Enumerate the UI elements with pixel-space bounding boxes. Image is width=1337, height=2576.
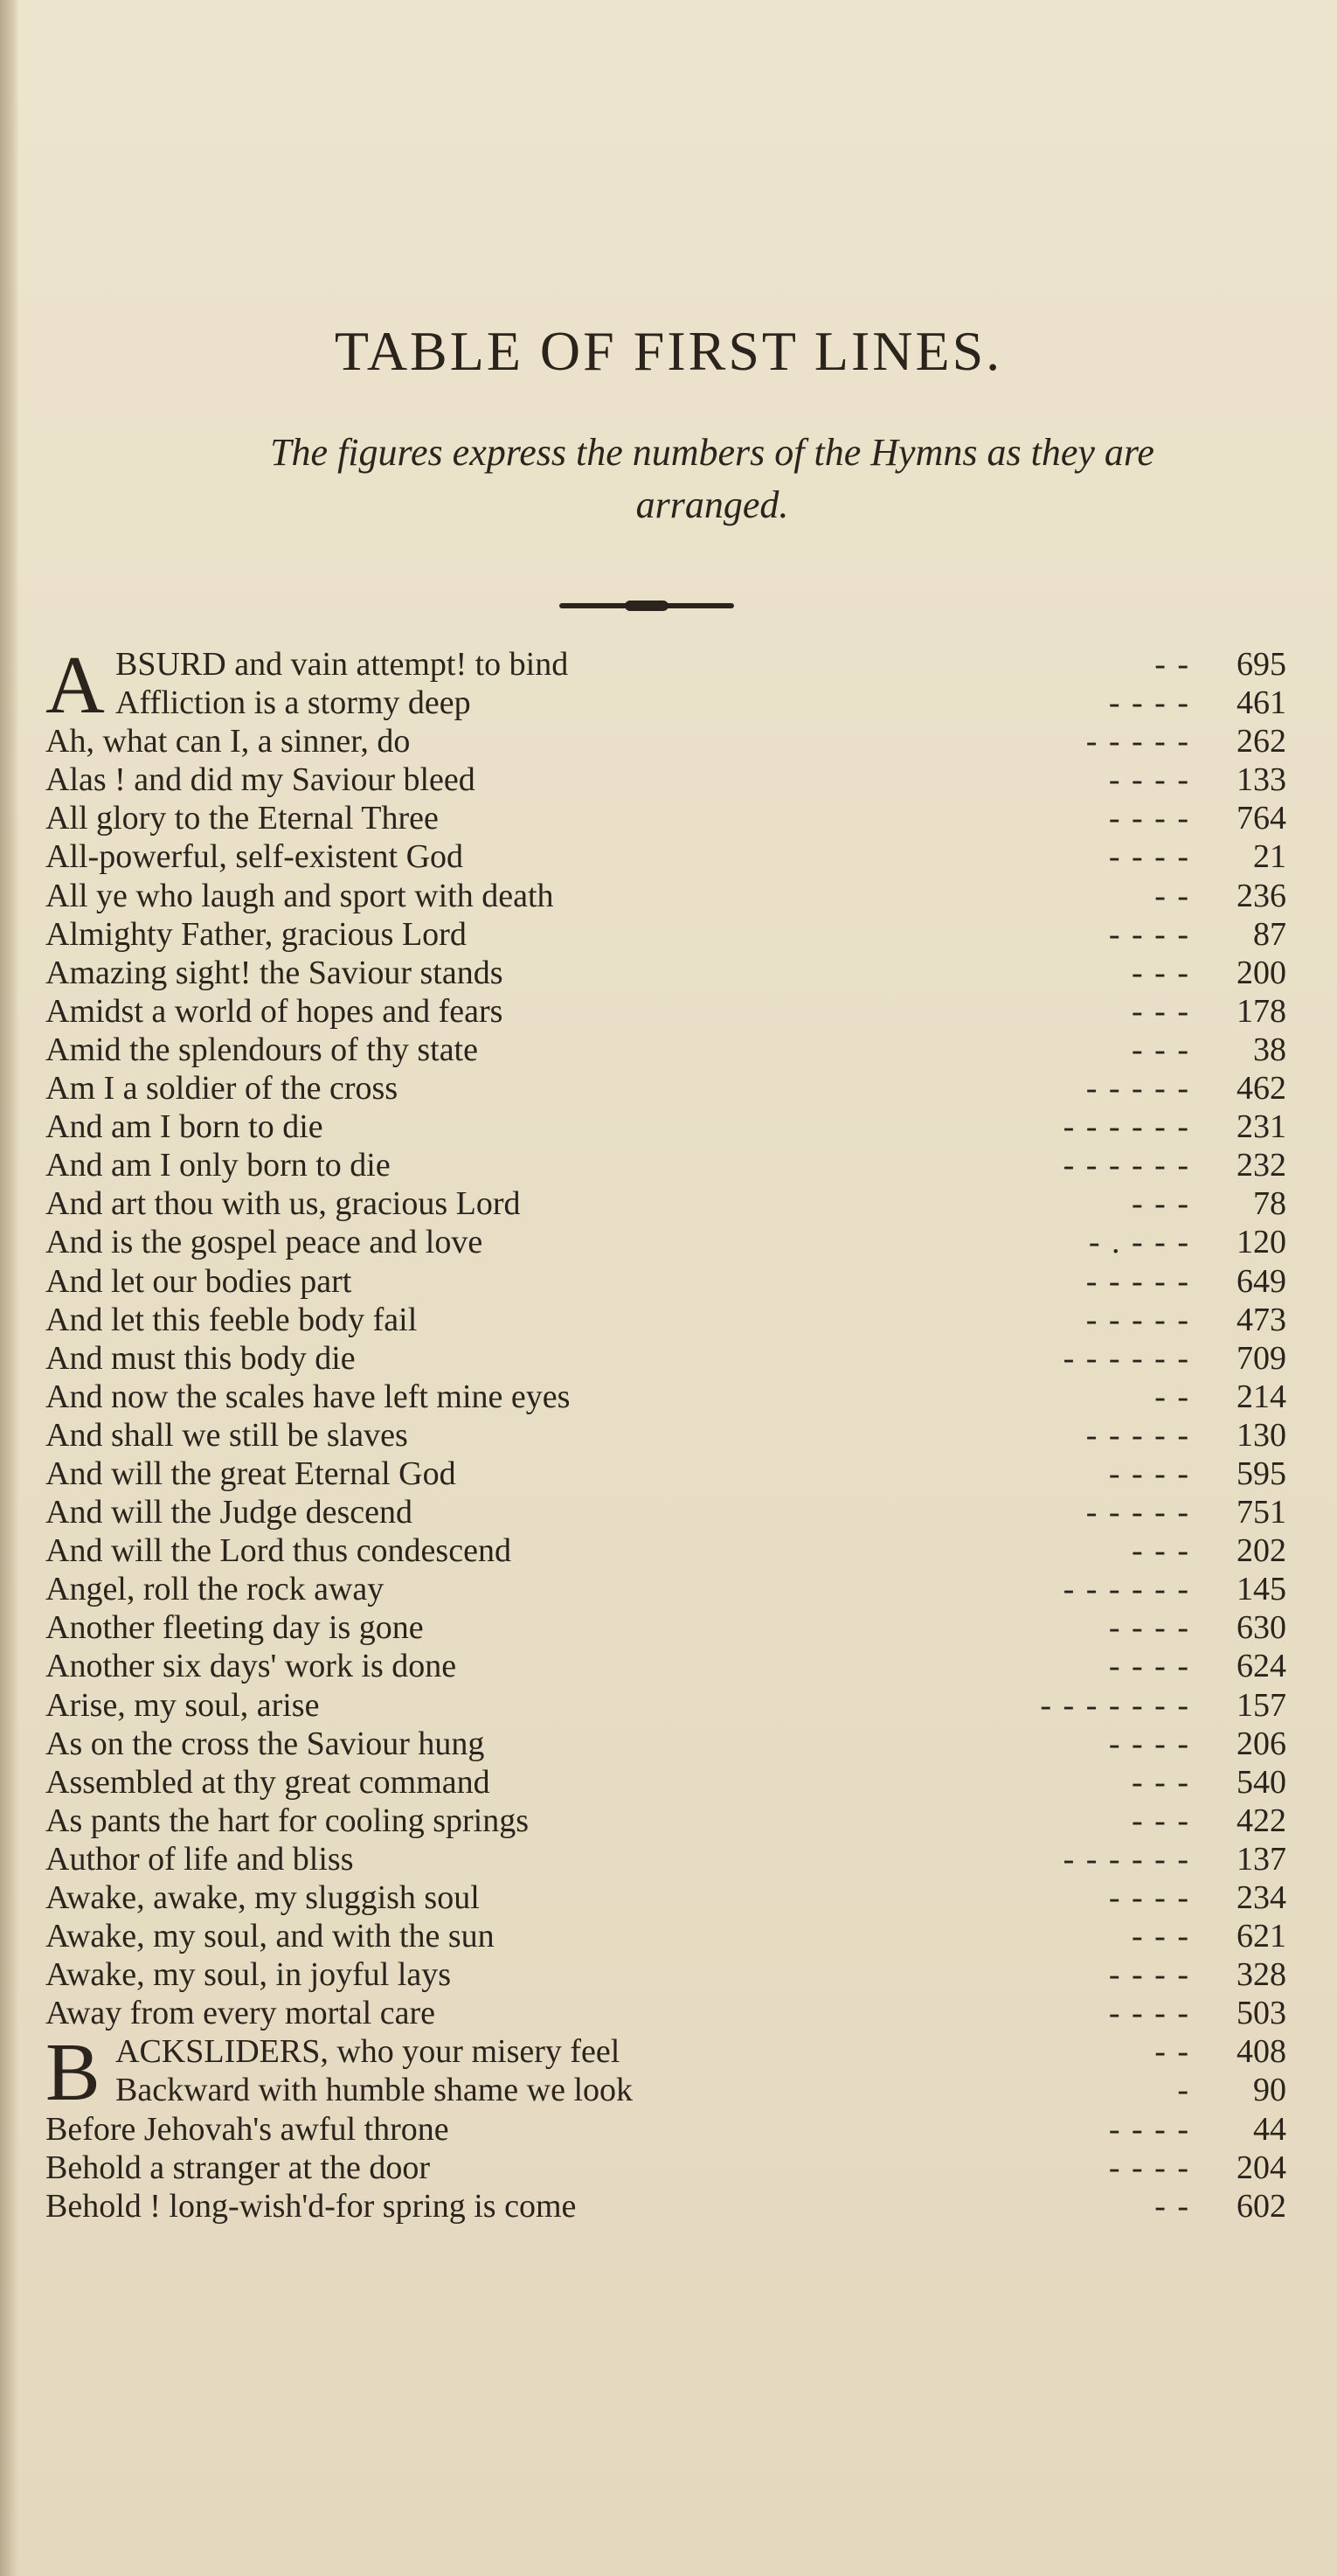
first-line-text: Alas ! and did my Saviour bleed	[45, 761, 475, 799]
hymn-number: 204	[1237, 2149, 1286, 2186]
hymn-number: 234	[1237, 1879, 1286, 1916]
hymn-number: 38	[1253, 1031, 1286, 1068]
hymn-number: 621	[1237, 1918, 1286, 1955]
leader-dashes: - - - -	[1108, 1609, 1190, 1647]
first-line-text: And let this feeble body fail	[45, 1301, 418, 1338]
leader-dashes: - - -	[1132, 992, 1190, 1030]
first-line-entry	[45, 1223, 1286, 1261]
first-line-entry	[45, 1339, 1286, 1378]
first-line-text: And let our bodies part	[45, 1262, 352, 1300]
hymn-number: 145	[1237, 1571, 1286, 1608]
hymn-number: 649	[1237, 1262, 1286, 1300]
hymn-number: 78	[1253, 1185, 1286, 1223]
first-line-entry	[45, 915, 1286, 954]
first-line-entry	[45, 1455, 1286, 1493]
hymn-number: 709	[1237, 1339, 1286, 1377]
leader-dashes: - -	[1154, 877, 1190, 914]
first-line-text: As on the cross the Saviour hung	[45, 1725, 485, 1762]
first-line-entry	[45, 992, 1286, 1031]
hymn-number: 630	[1237, 1609, 1286, 1647]
leader-dashes: - - - -	[1108, 2149, 1190, 2186]
leader-dashes: - - -	[1132, 1185, 1190, 1223]
hymn-number: 178	[1237, 992, 1286, 1030]
first-line-entry	[45, 1146, 1286, 1184]
hymn-number: 90	[1253, 2072, 1286, 2109]
first-line-entry	[45, 2110, 1286, 2149]
leader-dashes: - - - - - -	[1063, 1147, 1190, 1184]
hymn-number: 231	[1237, 1108, 1286, 1146]
first-line-text: Another fleeting day is gone	[45, 1609, 424, 1647]
hymn-number: 87	[1253, 915, 1286, 953]
hymn-number: 461	[1237, 684, 1286, 722]
ornamental-rule	[559, 603, 734, 608]
first-line-entry	[45, 1608, 1286, 1647]
leader-dashes: - -	[1154, 646, 1190, 683]
hymn-number: 262	[1237, 723, 1286, 760]
first-line-text: And am I born to die	[45, 1108, 323, 1146]
first-line-entry	[45, 799, 1286, 837]
leader-dashes: - - - - -	[1085, 1262, 1190, 1300]
leader-dashes: - - -	[1132, 1532, 1190, 1570]
first-line-entry	[45, 1763, 1286, 1802]
first-line-text: Amazing sight! the Saviour stands	[45, 954, 503, 991]
first-line-text: Behold a stranger at the door	[45, 2149, 431, 2186]
first-line-entry	[45, 760, 1286, 799]
first-line-text: ACKSLIDERS, who your misery feel	[115, 2033, 620, 2071]
first-line-text: Awake, awake, my sluggish soul	[45, 1879, 480, 1916]
first-line-entry	[45, 2149, 1286, 2187]
hymn-number: 595	[1237, 1455, 1286, 1492]
first-line-text: And is the gospel peace and love	[45, 1224, 483, 1261]
hymn-number: 137	[1237, 1840, 1286, 1878]
hymn-number: 422	[1237, 1802, 1286, 1839]
leader-dashes: - - - -	[1108, 2110, 1190, 2148]
first-line-text: As pants the hart for cooling springs	[45, 1802, 530, 1839]
first-line-text: Away from every mortal care	[45, 1995, 435, 2032]
first-line-text: All-powerful, self-existent God	[45, 838, 464, 876]
first-line-entry	[45, 1994, 1286, 2032]
first-line-entry	[45, 1840, 1286, 1878]
first-line-text: Arise, my soul, arise	[45, 1686, 320, 1724]
first-line-entry	[45, 1725, 1286, 1763]
first-line-entry	[45, 722, 1286, 760]
first-line-text: And shall we still be slaves	[45, 1416, 408, 1454]
leader-dashes: - - -	[1132, 1031, 1190, 1068]
hymn-number: 133	[1237, 761, 1286, 799]
first-line-entry	[45, 877, 1286, 915]
first-line-entry	[45, 954, 1286, 992]
hymn-number: 473	[1237, 1301, 1286, 1338]
first-line-text: Backward with humble shame we look	[115, 2072, 634, 2109]
leader-dashes: - - - -	[1108, 1648, 1190, 1685]
hymn-number: 21	[1253, 838, 1286, 876]
hymn-number: 328	[1237, 1956, 1286, 1994]
first-line-entry	[45, 1069, 1286, 1107]
first-line-entry	[45, 1493, 1286, 1531]
hymn-number: 602	[1237, 2187, 1286, 2225]
first-line-text: Another six days' work is done	[45, 1648, 457, 1685]
hymn-number: 503	[1237, 1995, 1286, 2032]
first-line-text: And must this body die	[45, 1339, 356, 1377]
leader-dashes: - - - - - -	[1063, 1108, 1190, 1146]
page-gutter	[0, 0, 19, 2576]
leader-dashes: - . - - -	[1088, 1224, 1190, 1261]
leader-dashes: - - - -	[1108, 1879, 1190, 1916]
leader-dashes: - - -	[1132, 1763, 1190, 1801]
first-line-text: And now the scales have left mine eyes	[45, 1378, 571, 1415]
hymn-number: 130	[1237, 1416, 1286, 1454]
leader-dashes: - - - - -	[1085, 1416, 1190, 1454]
leader-dashes: - - - -	[1108, 1995, 1190, 2032]
first-line-text: And am I only born to die	[45, 1147, 391, 1184]
leader-dashes: - - - -	[1108, 915, 1190, 953]
first-line-entry	[45, 1184, 1286, 1223]
first-line-text: Ah, what can I, a sinner, do	[45, 723, 411, 760]
first-line-text: And will the Judge descend	[45, 1494, 413, 1531]
hymn-number: 624	[1237, 1648, 1286, 1685]
drop-cap: A	[45, 640, 105, 731]
drop-cap: B	[45, 2027, 100, 2119]
first-line-entry	[45, 1031, 1286, 1069]
first-line-entry	[45, 1647, 1286, 1685]
leader-dashes: - - - - - - -	[1040, 1686, 1190, 1724]
leader-dashes: - - - - - -	[1063, 1840, 1190, 1878]
leader-dashes: - - - -	[1108, 761, 1190, 799]
first-line-text: And will the great Eternal God	[45, 1455, 456, 1492]
leader-dashes: - - - - -	[1085, 1301, 1190, 1338]
leader-dashes: - -	[1154, 1378, 1190, 1415]
leader-dashes: - - -	[1132, 954, 1190, 991]
hymn-number: 751	[1237, 1494, 1286, 1531]
first-line-text: BSURD and vain attempt! to bind	[115, 646, 569, 683]
leader-dashes: - - - - -	[1085, 723, 1190, 760]
first-line-text: Assembled at thy great command	[45, 1763, 490, 1801]
first-line-text: Affliction is a stormy deep	[115, 684, 471, 722]
leader-dashes: - - - - - -	[1063, 1571, 1190, 1608]
leader-dashes: - - - - -	[1085, 1494, 1190, 1531]
hymn-number: 236	[1237, 877, 1286, 914]
hymn-number: 200	[1237, 954, 1286, 991]
first-line-text: All glory to the Eternal Three	[45, 800, 439, 837]
first-line-entry	[45, 1301, 1286, 1339]
page-title: TABLE OF FIRST LINES.	[334, 320, 1003, 382]
leader-dashes: - - - - -	[1085, 1070, 1190, 1107]
leader-dashes: - - - -	[1108, 800, 1190, 837]
first-line-text: Behold ! long-wish'd-for spring is come	[45, 2187, 577, 2225]
hymn-number: 44	[1253, 2110, 1286, 2148]
leader-dashes: - - -	[1132, 1918, 1190, 1955]
hymn-number: 120	[1237, 1224, 1286, 1261]
hymn-number: 157	[1237, 1686, 1286, 1724]
hymn-number: 695	[1237, 646, 1286, 683]
first-line-entry	[45, 1955, 1286, 1994]
leader-dashes: - - - -	[1108, 1455, 1190, 1492]
first-line-text: Author of life and bliss	[45, 1840, 354, 1878]
hymn-number: 462	[1237, 1070, 1286, 1107]
first-line-entry	[45, 1107, 1286, 1146]
first-line-text: Almighty Father, gracious Lord	[45, 915, 467, 953]
hymn-number: 202	[1237, 1532, 1286, 1570]
first-line-entry	[45, 1531, 1286, 1570]
hymn-number: 206	[1237, 1725, 1286, 1762]
hymn-number: 408	[1237, 2033, 1286, 2071]
first-line-entry	[45, 1878, 1286, 1917]
first-line-text: Am I a soldier of the cross	[45, 1070, 398, 1107]
hymn-number: 764	[1237, 800, 1286, 837]
leader-dashes: - - - - - -	[1063, 1339, 1190, 1377]
first-line-entry	[45, 1802, 1286, 1840]
leader-dashes: - - - -	[1108, 1956, 1190, 1994]
leader-dashes: - -	[1154, 2187, 1190, 2225]
first-line-text: Amidst a world of hopes and fears	[45, 992, 503, 1030]
first-line-text: Awake, my soul, and with the sun	[45, 1918, 495, 1955]
first-lines-list	[45, 640, 1286, 2225]
first-line-text: Amid the splendours of thy state	[45, 1031, 478, 1068]
first-line-entry	[45, 1262, 1286, 1301]
first-line-entry	[45, 684, 1286, 722]
first-line-text: And art thou with us, gracious Lord	[45, 1185, 521, 1223]
first-line-entry	[45, 1416, 1286, 1455]
first-line-entry	[45, 1378, 1286, 1416]
hymn-number: 540	[1237, 1763, 1286, 1801]
first-line-text: Awake, my soul, in joyful lays	[45, 1956, 452, 1994]
first-line-text: Before Jehovah's awful throne	[45, 2110, 449, 2148]
leader-dashes: - - -	[1132, 1802, 1190, 1839]
first-line-text: Angel, roll the rock away	[45, 1571, 384, 1608]
page-subtitle: The figures express the numbers of the Hymns as they are arranged.	[270, 431, 1154, 526]
first-line-entry	[45, 1917, 1286, 1955]
hymn-number: 232	[1237, 1147, 1286, 1184]
leader-dashes: - -	[1154, 2033, 1190, 2071]
leader-dashes: - - - -	[1108, 838, 1190, 876]
first-line-entry	[45, 1570, 1286, 1608]
first-line-text: All ye who laugh and sport with death	[45, 877, 554, 914]
first-line-entry	[45, 837, 1286, 876]
leader-dashes: - - - -	[1108, 684, 1190, 722]
first-line-entry	[45, 1686, 1286, 1725]
first-line-entry	[45, 2071, 1286, 2109]
hymn-number: 214	[1237, 1378, 1286, 1415]
first-line-entry	[45, 2187, 1286, 2225]
first-line-text: And will the Lord thus condescend	[45, 1532, 511, 1570]
leader-dashes: - - - -	[1108, 1725, 1190, 1762]
leader-dashes: -	[1177, 2072, 1190, 2109]
